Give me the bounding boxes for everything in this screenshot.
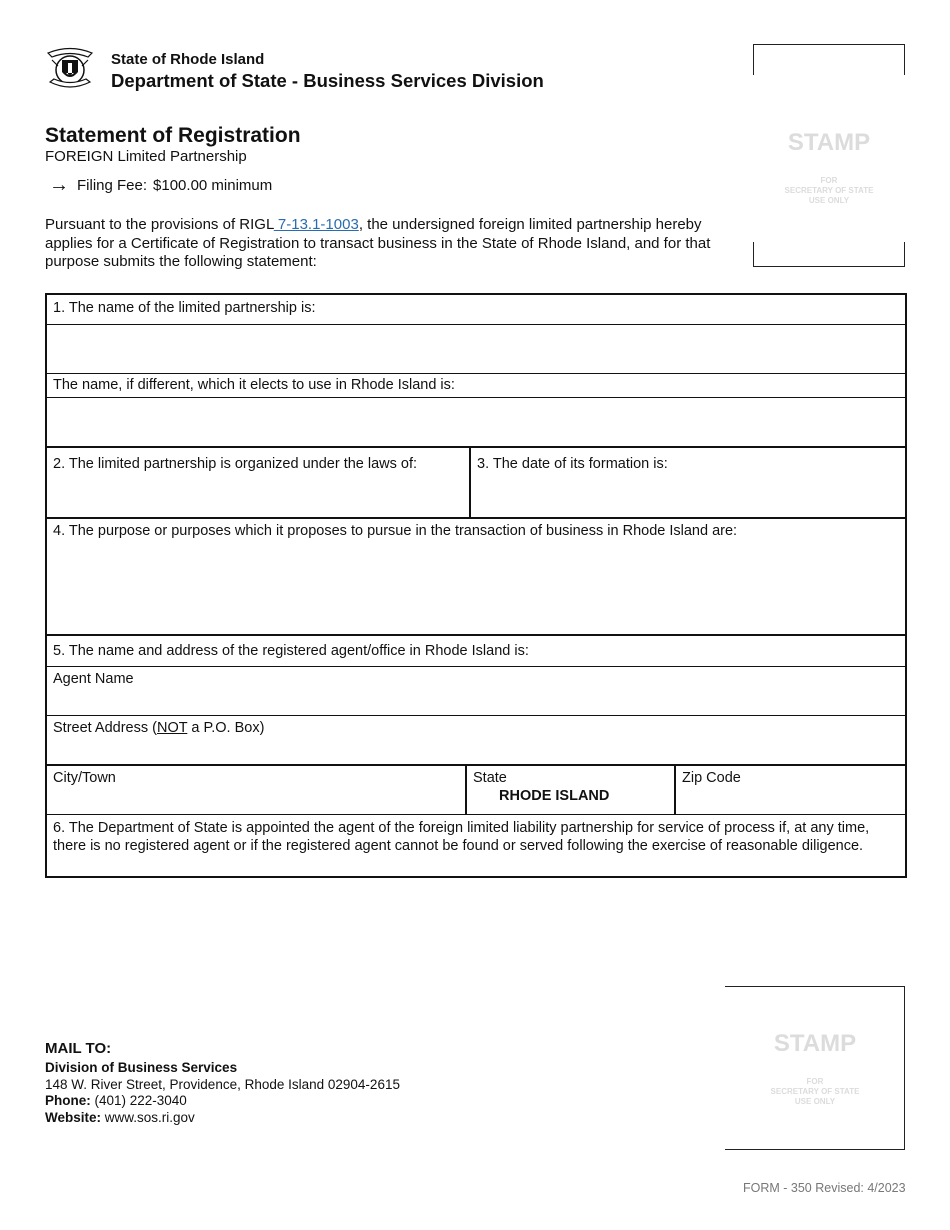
zip-label: Zip Code	[682, 770, 741, 786]
q2-q3-row	[47, 448, 905, 519]
city-state-zip-row	[47, 766, 905, 815]
alt-name-label-row	[47, 374, 905, 398]
q5-label-row	[47, 636, 905, 667]
stamp-note: FOR SECRETARY OF STATE USE ONLY	[784, 176, 874, 205]
mail-phone: Phone: (401) 222-3040	[45, 1093, 187, 1108]
formation-date-field[interactable]	[471, 448, 905, 517]
intro-paragraph	[45, 216, 735, 272]
city-label: City/Town	[53, 770, 116, 786]
agent-name-label: Agent Name	[53, 671, 134, 687]
form-revision-id: FORM - 350 Revised: 4/2023	[743, 1181, 906, 1195]
stamp-note: FOR SECRETARY OF STATE USE ONLY	[770, 1077, 860, 1106]
filing-fee-value: $100.00 minimum	[153, 176, 273, 194]
partnership-name-field[interactable]	[47, 325, 905, 374]
q5-label: 5. The name and address of the registered agent/office in Rhode Island is:	[53, 643, 529, 659]
q6-row	[47, 815, 905, 874]
q3-label: 3. The date of its formation is:	[477, 456, 668, 472]
registration-form-table	[45, 293, 907, 878]
filing-fee-row	[49, 175, 272, 195]
stamp-box-top	[753, 44, 905, 267]
zip-field[interactable]	[676, 766, 905, 814]
website-link[interactable]: www.sos.ri.gov	[101, 1110, 195, 1125]
filing-fee-label: Filing Fee:	[77, 176, 148, 194]
rigl-statute-link[interactable]: 7-13.1-1003	[273, 216, 359, 233]
stamp-word: STAMP	[787, 129, 871, 156]
q1-label-row	[47, 295, 905, 325]
state-label: State	[473, 770, 507, 786]
stamp-box-bottom	[725, 986, 905, 1148]
alt-name-label: The name, if different, which it elects to use in Rhode Island is:	[53, 377, 455, 393]
q1-label: 1. The name of the limited partnership is:	[53, 300, 316, 316]
form-title: Statement of Registration	[45, 124, 301, 147]
intro-text-end: , the undersigned foreign limited partnership hereby applies for a Certificate of Registration to transact business in the State of Rhode Island, and for that purpose submits the following statement:	[45, 216, 711, 270]
street-address-label: Street Address (NOT a P.O. Box)	[53, 720, 265, 736]
mail-division: Division of Business Services	[45, 1060, 238, 1075]
state-name: State of Rhode Island	[111, 51, 265, 68]
intro-text-start: Pursuant to the provisions of RIGL	[45, 216, 274, 233]
q6-text: 6. The Department of State is appointed the agent of the foreign limited liability partnership for service of process if, at any time, there is no registered agent or if the registered agent cannot be found or served following the exercise of reasonable diligence.	[53, 820, 870, 854]
mail-to-heading: MAIL TO:	[45, 1040, 112, 1057]
city-field[interactable]	[47, 766, 465, 814]
not-emphasis: NOT	[156, 720, 188, 736]
street-address-field[interactable]	[47, 716, 905, 766]
mail-website: Website: www.sos.ri.gov	[45, 1110, 195, 1125]
state-seal-logo	[44, 44, 96, 92]
form-subtitle: FOREIGN Limited Partnership	[45, 148, 247, 165]
arrow-right-icon: →	[49, 174, 69, 196]
mail-street: 148 W. River Street, Providence, Rhode Island 02904-2615	[45, 1077, 400, 1092]
stamp-word: STAMP	[773, 1030, 857, 1057]
state-field	[467, 766, 674, 814]
alt-name-field[interactable]	[47, 398, 905, 448]
agent-name-field[interactable]	[47, 667, 905, 716]
governing-law-field[interactable]	[47, 448, 469, 517]
q2-label: 2. The limited partnership is organized under the laws of:	[53, 456, 418, 472]
state-value: RHODE ISLAND	[499, 788, 610, 804]
department-name: Department of State - Business Services Division	[111, 70, 544, 91]
purpose-field[interactable]	[47, 519, 905, 636]
q4-label: 4. The purpose or purposes which it proposes to pursue in the transaction of business in Rhode Island are:	[53, 523, 738, 539]
